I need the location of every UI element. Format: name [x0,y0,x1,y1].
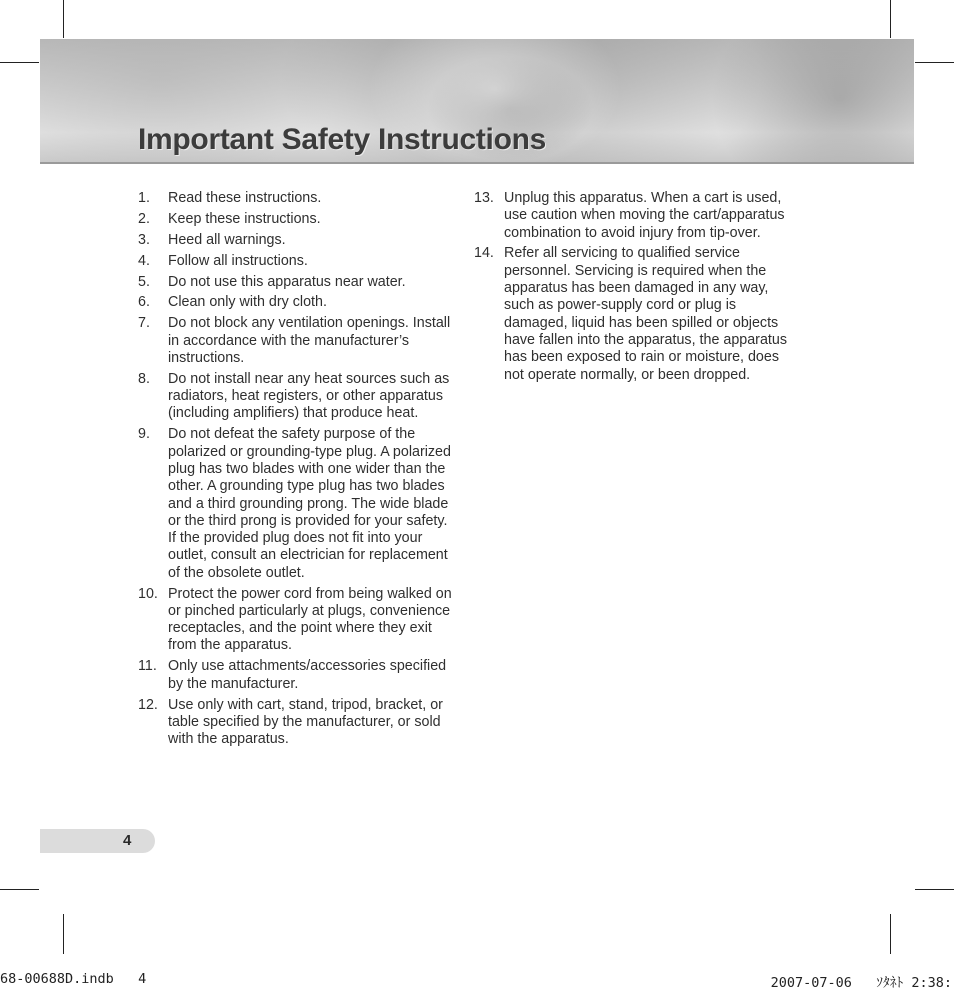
item-number: 9. [138,426,150,443]
item-text: Do not block any ventilation openings. Install in accordance with the manufacturer’s instructions. [168,315,451,366]
instructions-left-column [138,190,458,752]
list-item [138,211,458,228]
instruction-list [138,190,458,748]
page-number-tab [40,829,155,853]
list-item [138,426,458,582]
item-text: Read these instructions. [168,190,322,206]
crop-mark [915,889,954,890]
item-number: 14. [474,245,494,262]
item-text: Do not defeat the safety purpose of the polarized or grounding-type plug. A polarized plug has two blades with one wider than the other. A grounding type plug has two blades and a third grounding prong. The wide blade or the third prong is provided for your safety. If the provided plug does not fit into your outlet, consult an electrician for replacement of the obsolete outlet. [168,426,451,581]
banner-divider [40,162,914,164]
crop-mark [915,62,954,63]
crop-mark [63,0,64,38]
crop-mark [0,62,39,63]
item-number: 5. [138,273,150,290]
item-number: 7. [138,315,150,332]
page-number: 4 [123,832,132,849]
item-text: Do not use this apparatus near water. [168,273,406,290]
item-number: 4. [138,252,150,269]
list-item [138,315,458,367]
list-item [474,245,794,383]
list-item [138,658,458,693]
item-text: Refer all servicing to qualified service personnel. Servicing is required when the apparatus has been damaged in any way, such as power-supply cord or plug is damaged, liquid has been spilled or objects have fallen into the apparatus, the apparatus has been exposed to rain or moisture, does not operate normally, or been dropped. [504,245,787,383]
list-item [138,586,458,655]
crop-mark [63,914,64,954]
item-text: Follow all instructions. [168,252,308,269]
item-number: 11. [138,658,157,675]
list-item [138,294,458,311]
date-slug: 2007-07-06 ｿﾀﾈﾄ 2:38: [770,975,952,991]
list-item [474,190,794,242]
item-text: Do not install near any heat sources such as radiators, heat registers, or other apparatus (including amplifiers) that produce heat. [168,370,450,422]
item-text: Use only with cart, stand, tripod, bracket, or table specified by the manufacturer, or sold with the apparatus. [168,696,443,748]
item-text: Protect the power cord from being walked on or pinched particularly at plugs, convenience receptacles, and the point where they exit from the apparatus. [168,585,452,654]
page-title: Important Safety Instructions [138,123,547,156]
list-item [138,371,458,423]
item-text: Unplug this apparatus. When a cart is used, use caution when moving the cart/apparatus combination to avoid injury from tip-over. [504,190,785,241]
list-item [138,232,458,249]
crop-mark [890,0,891,38]
list-item [138,697,458,749]
crop-mark [0,889,39,890]
item-number: 10. [138,585,158,602]
instructions-right-column [474,190,794,387]
crop-mark [890,914,891,954]
item-number: 12. [138,696,158,713]
list-item [138,190,458,207]
file-slug: 68-00688D.indb 4 [0,971,147,987]
item-text: Only use attachments/accessories specified by the manufacturer. [168,658,447,692]
item-number: 6. [138,294,150,311]
item-number: 1. [138,190,150,206]
item-number: 3. [138,231,150,248]
list-item [138,274,458,291]
list-item [138,253,458,270]
header-banner [40,39,914,164]
item-number: 13. [474,190,494,206]
item-number: 8. [138,370,150,387]
item-text: Clean only with dry cloth. [168,294,327,311]
item-number: 2. [138,210,150,227]
item-text: Keep these instructions. [168,210,321,227]
instruction-list [474,190,794,384]
item-text: Heed all warnings. [168,231,286,248]
